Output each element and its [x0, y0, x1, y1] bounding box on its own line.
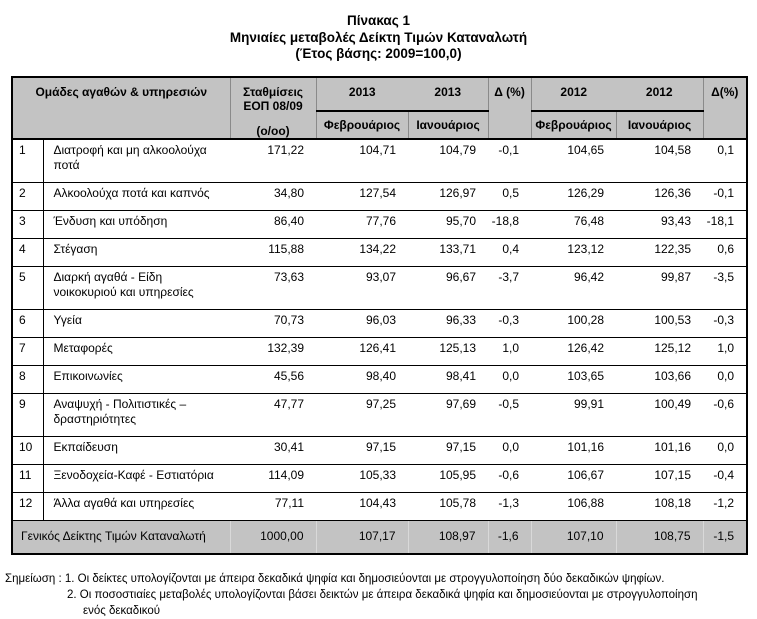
- cell-delta2013: -0,1: [488, 139, 531, 183]
- cell-feb2013: 97,25: [316, 393, 408, 436]
- note-line-2: 2. Οι ποσοστιαίες μεταβολές υπολογίζονται βάσει δεικτών με άπειρα δεκαδικά ψηφία και δημοσιεύονται με στρογγυλοποίηση: [67, 589, 698, 601]
- cell-jan2012: 122,35: [616, 238, 703, 266]
- cell-delta2013: -0,5: [488, 393, 531, 436]
- category-name: Μεταφορές: [43, 337, 230, 365]
- cell-weight: 30,41: [230, 436, 316, 464]
- cell-delta2012: -0,3: [703, 309, 747, 337]
- row-number: 10: [12, 436, 43, 464]
- cell-jan2012: 93,43: [616, 210, 703, 238]
- cell-feb2012: 99,91: [531, 393, 616, 436]
- cell-jan2013: 96,67: [408, 266, 488, 309]
- table-header: [12, 77, 747, 139]
- cell-feb2012: 96,42: [531, 266, 616, 309]
- page-title: [0, 0, 757, 63]
- cell-jan2013: 98,41: [408, 365, 488, 393]
- total-feb2012: 107,10: [531, 520, 616, 554]
- footnotes: [5, 571, 757, 619]
- col-header-delta-2013: Δ (%): [488, 77, 531, 139]
- cell-feb2012: 76,48: [531, 210, 616, 238]
- row-number: 12: [12, 492, 43, 520]
- table-row: [12, 337, 747, 365]
- cpi-table: [11, 76, 748, 556]
- cell-feb2012: 100,28: [531, 309, 616, 337]
- col-header-weight: [230, 77, 316, 139]
- cell-jan2013: 95,70: [408, 210, 488, 238]
- cell-delta2012: -0,6: [703, 393, 747, 436]
- col-header-year-2013-jan: 2013: [408, 77, 488, 111]
- row-number: 3: [12, 210, 43, 238]
- table-row: [12, 492, 747, 520]
- category-name: Αναψυχή - Πολιτιστικές – δραστηριότητες: [43, 393, 230, 436]
- cell-feb2013: 104,71: [316, 139, 408, 183]
- cell-delta2013: -3,7: [488, 266, 531, 309]
- row-number: 2: [12, 182, 43, 210]
- total-label: Γενικός Δείκτης Τιμών Καταναλωτή: [12, 520, 230, 554]
- row-number: 4: [12, 238, 43, 266]
- cell-delta2012: 1,0: [703, 337, 747, 365]
- cell-jan2012: 100,53: [616, 309, 703, 337]
- cell-weight: 77,11: [230, 492, 316, 520]
- cell-jan2013: 104,79: [408, 139, 488, 183]
- cell-jan2012: 125,12: [616, 337, 703, 365]
- category-name: Διαρκή αγαθά - Είδη νοικοκυριού και υπηρεσίες: [43, 266, 230, 309]
- table-row: [12, 210, 747, 238]
- total-delta2013: -1,6: [488, 520, 531, 554]
- cell-jan2012: 100,49: [616, 393, 703, 436]
- cell-weight: 114,09: [230, 464, 316, 492]
- table-row: [12, 464, 747, 492]
- cell-feb2012: 126,42: [531, 337, 616, 365]
- total-row: [12, 520, 747, 554]
- cell-delta2012: 0,0: [703, 365, 747, 393]
- note-line-3: ενός δεκαδικού: [83, 605, 161, 617]
- col-header-year-2013-feb: 2013: [316, 77, 408, 111]
- table-row: [12, 266, 747, 309]
- cell-jan2012: 126,36: [616, 182, 703, 210]
- row-number: 5: [12, 266, 43, 309]
- row-number: 8: [12, 365, 43, 393]
- cell-jan2013: 133,71: [408, 238, 488, 266]
- cell-jan2012: 99,87: [616, 266, 703, 309]
- cell-delta2012: 0,0: [703, 436, 747, 464]
- col-header-delta-2012: Δ(%): [703, 77, 747, 139]
- cell-delta2012: -0,1: [703, 182, 747, 210]
- col-header-year-2012-feb: 2012: [531, 77, 616, 111]
- cell-weight: 73,63: [230, 266, 316, 309]
- cell-jan2012: 104,58: [616, 139, 703, 183]
- table-row: [12, 182, 747, 210]
- table-row: [12, 139, 747, 183]
- col-header-feb-2012: Φεβρουάριος: [531, 111, 616, 139]
- cell-feb2012: 106,67: [531, 464, 616, 492]
- cell-jan2013: 97,69: [408, 393, 488, 436]
- total-weight: 1000,00: [230, 520, 316, 554]
- cell-weight: 171,22: [230, 139, 316, 183]
- cell-feb2013: 96,03: [316, 309, 408, 337]
- weight-header-line2: ΕΟΠ 08/09: [243, 98, 303, 113]
- cell-feb2013: 127,54: [316, 182, 408, 210]
- cell-feb2013: 93,07: [316, 266, 408, 309]
- title-line-3: (Έτος βάσης: 2009=100,0): [295, 46, 462, 61]
- table-row: [12, 365, 747, 393]
- cell-jan2012: 107,15: [616, 464, 703, 492]
- cell-feb2013: 104,43: [316, 492, 408, 520]
- cell-feb2013: 97,15: [316, 436, 408, 464]
- cell-feb2012: 126,29: [531, 182, 616, 210]
- table-row: [12, 436, 747, 464]
- cell-weight: 45,56: [230, 365, 316, 393]
- cell-jan2012: 108,18: [616, 492, 703, 520]
- table-body: [12, 139, 747, 521]
- cell-jan2012: 103,66: [616, 365, 703, 393]
- title-line-2: Μηνιαίες μεταβολές Δείκτη Τιμών Καταναλωτή: [229, 29, 528, 45]
- cell-feb2013: 134,22: [316, 238, 408, 266]
- category-name: Άλλα αγαθά και υπηρεσίες: [43, 492, 230, 520]
- category-name: Στέγαση: [43, 238, 230, 266]
- cell-feb2013: 77,76: [316, 210, 408, 238]
- cell-feb2013: 105,33: [316, 464, 408, 492]
- cell-delta2013: -0,6: [488, 464, 531, 492]
- col-header-groups: Ομάδες αγαθών & υπηρεσιών: [12, 77, 230, 139]
- cell-delta2012: -0,4: [703, 464, 747, 492]
- cell-delta2012: -1,2: [703, 492, 747, 520]
- row-number: 1: [12, 139, 43, 183]
- category-name: Αλκοολούχα ποτά και καπνός: [43, 182, 230, 210]
- total-jan2013: 108,97: [408, 520, 488, 554]
- cell-weight: 132,39: [230, 337, 316, 365]
- cell-jan2013: 96,33: [408, 309, 488, 337]
- cell-delta2013: 0,0: [488, 365, 531, 393]
- cell-delta2012: 0,6: [703, 238, 747, 266]
- cell-jan2013: 125,13: [408, 337, 488, 365]
- row-number: 11: [12, 464, 43, 492]
- cell-delta2013: 0,0: [488, 436, 531, 464]
- note-line-1: Σημείωση : 1. Οι δείκτες υπολογίζονται με άπειρα δεκαδικά ψηφία και δημοσιεύονται με στρογγυλοποίηση δύο δεκαδικών ψηφίων.: [5, 573, 665, 585]
- category-name: Διατροφή και μη αλκοολούχα ποτά: [43, 139, 230, 183]
- category-name: Εκπαίδευση: [43, 436, 230, 464]
- cell-weight: 47,77: [230, 393, 316, 436]
- cell-jan2013: 105,78: [408, 492, 488, 520]
- table-row: [12, 238, 747, 266]
- category-name: Επικοινωνίες: [43, 365, 230, 393]
- weight-header-line1: Σταθμίσεις: [242, 84, 304, 99]
- cell-delta2012: -3,5: [703, 266, 747, 309]
- category-name: Ξενοδοχεία-Καφέ - Εστιατόρια: [43, 464, 230, 492]
- cell-delta2013: 0,4: [488, 238, 531, 266]
- col-header-jan-2013: Ιανουάριος: [408, 111, 488, 139]
- col-header-year-2012-jan: 2012: [616, 77, 703, 111]
- cell-jan2012: 101,16: [616, 436, 703, 464]
- cell-jan2013: 105,95: [408, 464, 488, 492]
- weight-header-line3: (ο/οο): [256, 123, 290, 138]
- cell-delta2013: 1,0: [488, 337, 531, 365]
- total-delta2012: -1,5: [703, 520, 747, 554]
- category-name: Ένδυση και υπόδηση: [43, 210, 230, 238]
- cell-weight: 86,40: [230, 210, 316, 238]
- cell-delta2013: -1,3: [488, 492, 531, 520]
- cell-feb2012: 123,12: [531, 238, 616, 266]
- total-feb2013: 107,17: [316, 520, 408, 554]
- cell-weight: 34,80: [230, 182, 316, 210]
- cell-delta2013: -18,8: [488, 210, 531, 238]
- cell-delta2012: -18,1: [703, 210, 747, 238]
- cell-jan2013: 126,97: [408, 182, 488, 210]
- table-row: [12, 393, 747, 436]
- cell-delta2013: 0,5: [488, 182, 531, 210]
- row-number: 9: [12, 393, 43, 436]
- row-number: 6: [12, 309, 43, 337]
- title-line-1: Πίνακας 1: [347, 13, 410, 28]
- table-row: [12, 309, 747, 337]
- col-header-feb-2013: Φεβρουάριος: [316, 111, 408, 139]
- cell-weight: 70,73: [230, 309, 316, 337]
- row-number: 7: [12, 337, 43, 365]
- total-jan2012: 108,75: [616, 520, 703, 554]
- cell-delta2012: 0,1: [703, 139, 747, 183]
- cell-jan2013: 97,15: [408, 436, 488, 464]
- cell-feb2012: 106,88: [531, 492, 616, 520]
- cell-feb2012: 101,16: [531, 436, 616, 464]
- category-name: Υγεία: [43, 309, 230, 337]
- cell-feb2013: 98,40: [316, 365, 408, 393]
- cell-feb2012: 103,65: [531, 365, 616, 393]
- col-header-jan-2012: Ιανουάριος: [616, 111, 703, 139]
- cell-feb2013: 126,41: [316, 337, 408, 365]
- cell-weight: 115,88: [230, 238, 316, 266]
- cell-delta2013: -0,3: [488, 309, 531, 337]
- cell-feb2012: 104,65: [531, 139, 616, 183]
